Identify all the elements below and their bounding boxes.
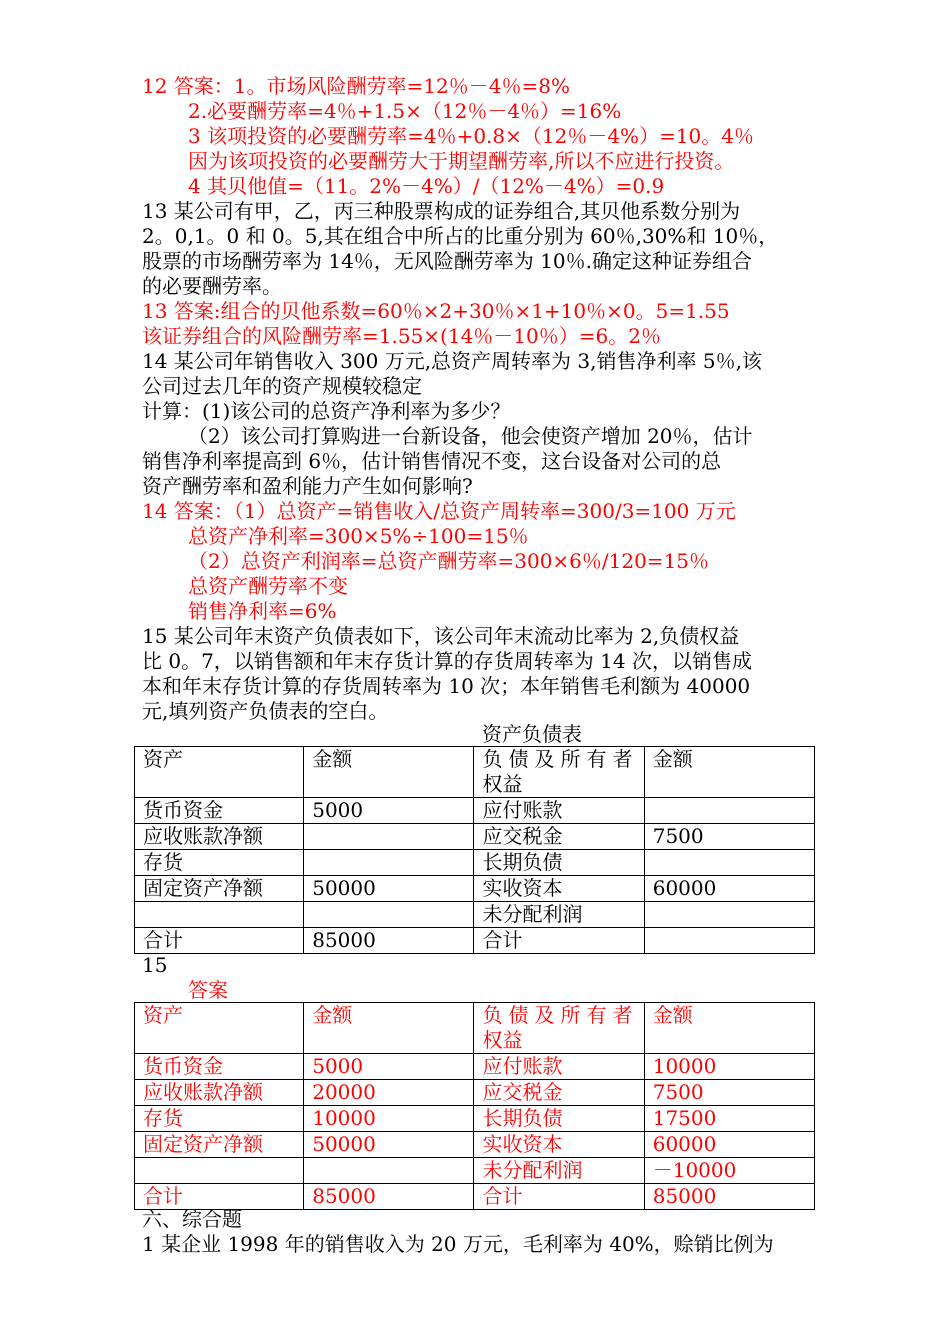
table-cell: 合计 — [135, 1184, 304, 1210]
table-row — [135, 902, 815, 928]
table-header-row — [135, 1003, 815, 1054]
table-row — [135, 1106, 815, 1132]
table-cell: 合计 — [474, 928, 644, 954]
table-cell: 85000 — [304, 1184, 474, 1210]
answer-14-line-5: 销售净利率=6% — [188, 599, 337, 623]
table-row — [135, 798, 815, 824]
table-row — [135, 1158, 815, 1184]
table-cell: 应交税金 — [474, 1080, 644, 1106]
table-cell: 85000 — [304, 928, 474, 954]
question-14-line-4: （2）该公司打算购进一台新设备，他会使资产增加 20％，估计 — [188, 424, 753, 448]
table-cell: 应收账款净额 — [135, 1080, 304, 1106]
header-cell: 金额 — [644, 747, 814, 798]
table-cell: 固定资产净额 — [135, 1132, 304, 1158]
balance-sheet-title: 资产负债表 — [482, 722, 582, 746]
table-cell: 10000 — [304, 1106, 474, 1132]
question-comprehensive-line-1: 1 某企业 1998 年的销售收入为 20 万元，毛利率为 40%，赊销比例为 — [142, 1232, 774, 1256]
table-cell — [644, 928, 814, 954]
table-cell: 7500 — [644, 824, 814, 850]
answer-balance-sheet-table — [134, 1002, 815, 1210]
table-cell: 17500 — [644, 1106, 814, 1132]
answer-14-line-1: 14 答案：（1）总资产=销售收入/总资产周转率=300/3=100 万元 — [142, 499, 736, 523]
table-cell — [304, 824, 474, 850]
header-cell: 金额 — [304, 1003, 474, 1054]
answer-12-line-5: 4 其贝他值=（11。2%－4%）/（12%－4%）=0.9 — [188, 174, 665, 198]
answer-12-line-2: 2.必要酬劳率=4％+1.5×（12％－4％）=16% — [188, 99, 622, 123]
table-row — [135, 876, 815, 902]
question-13-line-4: 的必要酬劳率。 — [142, 274, 282, 298]
table-cell: 7500 — [644, 1080, 814, 1106]
table-cell: 货币资金 — [135, 798, 304, 824]
table-cell: 实收资本 — [474, 1132, 644, 1158]
question-13-line-1: 13 某公司有甲，乙，丙三种股票构成的证券组合,其贝他系数分别为 — [142, 199, 741, 223]
table-cell: 应交税金 — [474, 824, 644, 850]
question-15-line-4: 元,填列资产负债表的空白。 — [142, 699, 389, 723]
table-cell: 未分配利润 — [474, 1158, 644, 1184]
table-row — [135, 1080, 815, 1106]
table-cell — [304, 850, 474, 876]
question-14-line-2: 公司过去几年的资产规模较稳定 — [142, 374, 422, 398]
table-row — [135, 1132, 815, 1158]
table-cell: －10000 — [644, 1158, 814, 1184]
answer-12-line-3: 3 该项投资的必要酬劳率=4％+0.8×（12％－4%）=10。4％ — [188, 124, 754, 148]
question-15-line-3: 本和年末存货计算的存货周转率为 10 次；本年销售毛利额为 40000 — [142, 674, 751, 698]
table-cell — [135, 902, 304, 928]
table-cell: 60000 — [644, 876, 814, 902]
table-cell: 存货 — [135, 850, 304, 876]
question-14-line-1: 14 某公司年销售收入 300 万元,总资产周转率为 3,销售净利率 5％,该 — [142, 349, 762, 373]
question-14-line-5: 销售净利率提高到 6％，估计销售情况不变，这台设备对公司的总 — [142, 449, 722, 473]
header-cell-text-cont: 权益 — [482, 772, 523, 796]
answer-12-line-1: 12 答案：1。市场风险酬劳率=12％－4％=8% — [142, 74, 570, 98]
table-cell: 50000 — [304, 876, 474, 902]
table-cell: 存货 — [135, 1106, 304, 1132]
table-row — [135, 1184, 815, 1210]
table-cell: 货币资金 — [135, 1054, 304, 1080]
table-cell: 5000 — [304, 798, 474, 824]
table-cell: 长期负债 — [474, 850, 644, 876]
table-cell: 应付账款 — [474, 1054, 644, 1080]
table-cell — [304, 1158, 474, 1184]
header-cell — [474, 1003, 644, 1054]
table-cell: 合计 — [135, 928, 304, 954]
table-row — [135, 824, 815, 850]
table-cell: 长期负债 — [474, 1106, 644, 1132]
answer-15-label: 答案 — [188, 978, 228, 1002]
header-cell-text: 负债及所有者 — [482, 1003, 633, 1027]
header-cell-text-cont: 权益 — [482, 1028, 523, 1052]
answer-13-line-1: 13 答案:组合的贝他系数=60％×2+30％×1+10％×0。5=1.55 — [142, 299, 730, 323]
header-cell: 资产 — [135, 747, 304, 798]
table-cell: 应收账款净额 — [135, 824, 304, 850]
answer-13-line-2: 该证券组合的风险酬劳率=1.55×(14％－10％）=6。2％ — [142, 324, 661, 348]
table-cell — [644, 902, 814, 928]
table-cell: 10000 — [644, 1054, 814, 1080]
table-cell: 合计 — [474, 1184, 644, 1210]
header-cell: 资产 — [135, 1003, 304, 1054]
table-cell: 85000 — [644, 1184, 814, 1210]
table-row — [135, 928, 815, 954]
table-row — [135, 850, 815, 876]
question-14-line-3: 计算：(1)该公司的总资产净利率为多少？ — [142, 399, 511, 423]
table-row — [135, 1054, 815, 1080]
table-cell: 50000 — [304, 1132, 474, 1158]
question-15-line-2: 比 0。7，以销售额和年末存货计算的存货周转率为 14 次，以销售成 — [142, 649, 752, 673]
answer-14-line-2: 总资产净利率=300×5%÷100=15％ — [188, 524, 529, 548]
header-cell — [474, 747, 644, 798]
table-cell: 固定资产净额 — [135, 876, 304, 902]
table-cell: 20000 — [304, 1080, 474, 1106]
question-13-line-3: 股票的市场酬劳率为 14％，无风险酬劳率为 10％.确定这种证券组合 — [142, 249, 752, 273]
section-heading-comprehensive: 六、综合题 — [142, 1207, 242, 1231]
table-cell: 实收资本 — [474, 876, 644, 902]
answer-14-line-3: （2）总资产利润率=总资产酬劳率=300×6％/120=15％ — [188, 549, 710, 573]
table-cell — [644, 850, 814, 876]
answer-14-line-4: 总资产酬劳率不变 — [188, 574, 348, 598]
table-cell — [644, 798, 814, 824]
balance-sheet-table — [134, 746, 815, 954]
table-cell: 应付账款 — [474, 798, 644, 824]
table-cell — [135, 1158, 304, 1184]
question-13-line-2: 2。0,1。0 和 0。5,其在组合中所占的比重分别为 60％,30%和 10％， — [142, 224, 779, 248]
table-cell: 60000 — [644, 1132, 814, 1158]
question-14-line-6: 资产酬劳率和盈利能力产生如何影响? — [142, 474, 473, 498]
table-cell: 未分配利润 — [474, 902, 644, 928]
question-15-line-1: 15 某公司年末资产负债表如下，该公司年末流动比率为 2,负债权益 — [142, 624, 740, 648]
table-cell: 5000 — [304, 1054, 474, 1080]
table-header-row — [135, 747, 815, 798]
table-cell — [304, 902, 474, 928]
header-cell: 金额 — [644, 1003, 814, 1054]
header-cell: 金额 — [304, 747, 474, 798]
answer-12-line-4: 因为该项投资的必要酬劳大于期望酬劳率,所以不应进行投资。 — [188, 149, 735, 173]
header-cell-text: 负债及所有者 — [482, 747, 633, 771]
answer-15-number: 15 — [142, 953, 168, 977]
